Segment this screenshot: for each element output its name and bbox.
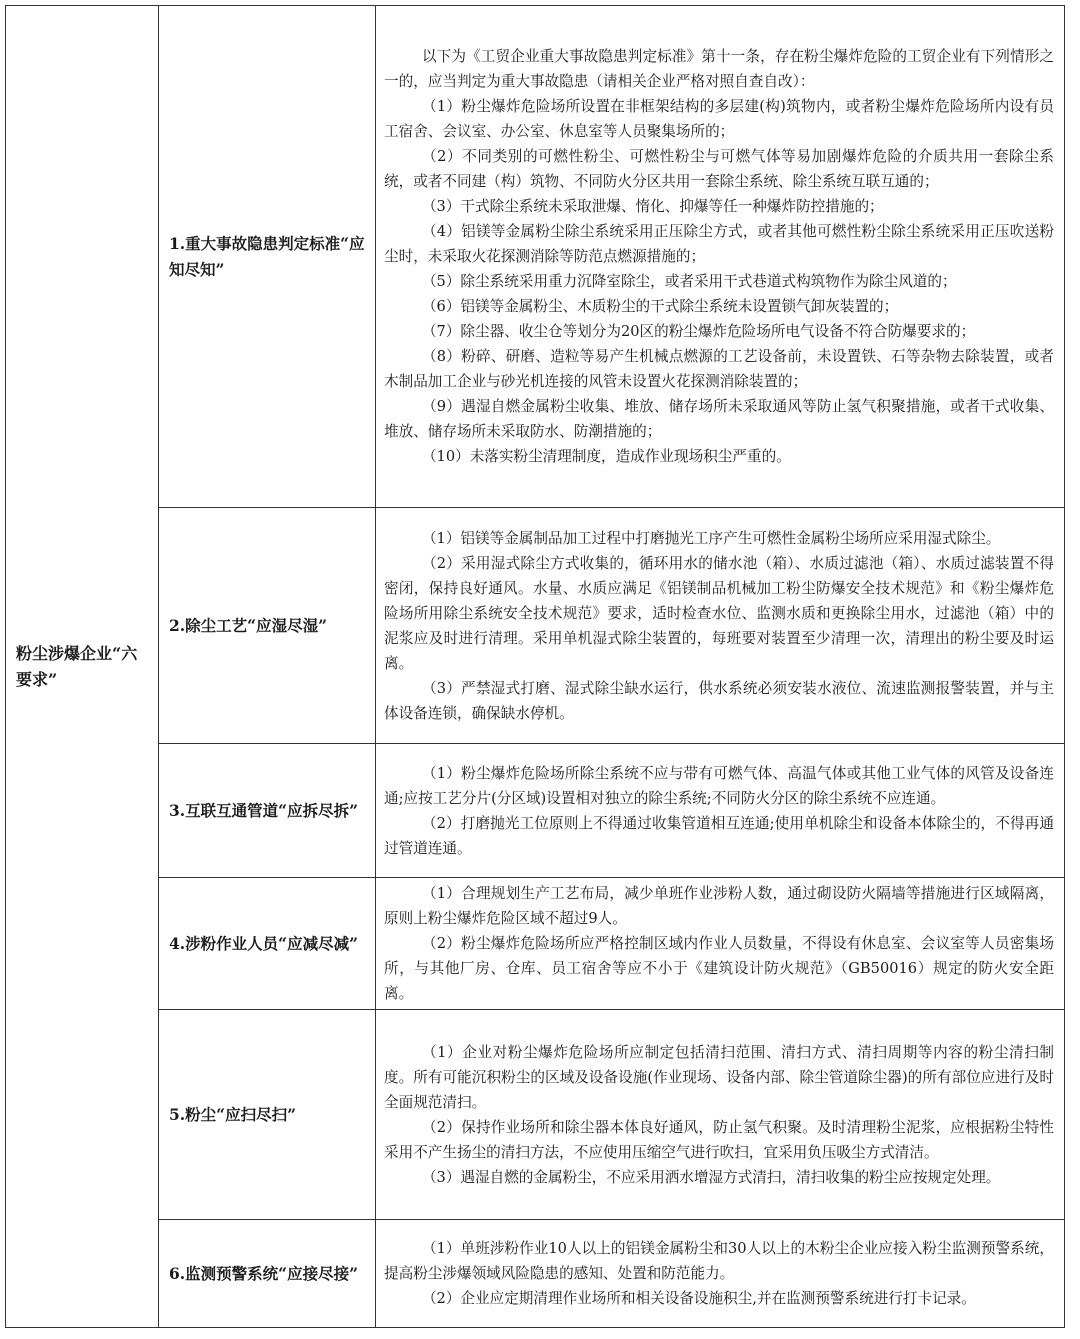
paragraph: （1）粉尘爆炸危险场所除尘系统不应与带有可燃气体、高温气体或其他工业气体的风管及设备连通;应按工艺分片(分区域)设置相对独立的除尘系统;不同防火分区的除尘系统不应连通。 [384, 764, 1054, 807]
paragraph: （1）合理规划生产工艺布局，减少单班作业涉粉人数，通过砌设防火隔墙等措施进行区域隔离，原则上粉尘爆炸危险区域不超过9人。 [384, 885, 1054, 927]
section-title: 6.监测预警系统“应接尽接” [159, 1220, 376, 1328]
paragraph: （10）未落实粉尘清理制度，造成作业现场积尘严重的。 [421, 448, 791, 465]
paragraph: （1）粉尘爆炸危险场所设置在非框架结构的多层建(构)筑物内，或者粉尘爆炸危险场所内设有员工宿舍、会议室、办公室、休息室等人员聚集场所的； [384, 98, 1054, 140]
section-content [376, 1010, 1065, 1220]
paragraph: （5）除尘系统采用重力沉降室除尘，或者采用干式巷道式构筑物作为除尘风道的； [421, 273, 957, 290]
paragraph: （9）遇湿自燃金属粉尘收集、堆放、储存场所未采取通风等防止氢气积聚措施，或者干式收集、堆放、储存场所未采取防水、防潮措施的； [384, 398, 1054, 440]
table-row [6, 6, 1065, 508]
category-cell: 粉尘涉爆企业“六要求” [6, 6, 159, 1328]
paragraph: （1）铝镁等金属制品加工过程中打磨抛光工序产生可燃性金属粉尘场所应采用湿式除尘。 [421, 529, 1001, 547]
paragraph: （3）干式除尘系统未采取泄爆、惰化、抑爆等任一种爆炸防控措施的； [421, 198, 884, 215]
paragraph: （2）企业应定期清理作业场所和相关设备设施积尘,并在监测预警系统进行打卡记录。 [421, 1290, 976, 1307]
section-content [376, 878, 1065, 1010]
section-title: 4.涉粉作业人员“应减尽减” [159, 878, 376, 1010]
table-row [6, 508, 1065, 744]
paragraph: （1）企业对粉尘爆炸危险场所应制定包括清扫范围、清扫方式、清扫周期等内容的粉尘清扫制度。所有可能沉积粉尘的区域及设备设施(作业现场、设备内部、除尘管道除尘器)的所有部位应进行及时全面规范清扫。 [384, 1043, 1054, 1111]
paragraph: （2）粉尘爆炸危险场所应严格控制区域内作业人员数量，不得设有休息室、会议室等人员密集场所，与其他厂房、仓库、员工宿舍等应不小于《建筑设计防火规范》（GB50016）规定的防火安全距离。 [384, 935, 1054, 1002]
section-title: 5.粉尘“应扫尽扫” [159, 1010, 376, 1220]
section-title: 3.互联互通管道“应拆尽拆” [159, 744, 376, 878]
table-row [6, 1220, 1065, 1328]
table-row [6, 1010, 1065, 1220]
section-content [376, 744, 1065, 878]
paragraph: （3）严禁湿式打磨、湿式除尘缺水运行，供水系统必须安装水液位、流速监测报警装置，并与主体设备连锁，确保缺水停机。 [384, 679, 1054, 722]
requirements-table [5, 5, 1065, 1328]
paragraph: （6）铝镁等金属粉尘、木质粉尘的干式除尘系统未设置锁气卸灰装置的； [421, 298, 899, 315]
paragraph: （2）保持作业场所和除尘器本体良好通风，防止氢气积聚。及时清理粉尘泥浆，应根据粉尘特性采用不产生扬尘的清扫方法，不应使用压缩空气进行吹扫，宜采用负压吸尘方式清洁。 [384, 1118, 1054, 1161]
paragraph: （2）不同类别的可燃性粉尘、可燃性粉尘与可燃气体等易加剧爆炸危险的介质共用一套除尘系统，或者不同建（构）筑物、不同防火分区共用一套除尘系统、除尘系统互联互通的； [384, 148, 1054, 190]
table-row [6, 878, 1065, 1010]
paragraph: （8）粉碎、研磨、造粒等易产生机械点燃源的工艺设备前，未设置铁、石等杂物去除装置，或者木制品加工企业与砂光机连接的风管未设置火花探测消除装置的； [384, 348, 1054, 390]
section-title: 1.重大事故隐患判定标准“应知尽知” [159, 6, 376, 508]
section-content [376, 6, 1065, 508]
paragraph: （3）遇湿自燃的金属粉尘，不应采用洒水增湿方式清扫，清扫收集的粉尘应按规定处理。 [421, 1168, 1001, 1186]
paragraph: （1）单班涉粉作业10人以上的铝镁金属粉尘和30人以上的木粉尘企业应接入粉尘监测预警系统，提高粉尘涉爆领域风险隐患的感知、处置和防范能力。 [384, 1240, 1054, 1282]
table-row [6, 744, 1065, 878]
paragraph: 以下为《工贸企业重大事故隐患判定标准》第十一条，存在粉尘爆炸危险的工贸企业有下列情形之一的，应当判定为重大事故隐患（请相关企业严格对照自查自改）： [384, 48, 1054, 90]
paragraph: （4）铝镁等金属粉尘除尘系统采用正压除尘方式，或者其他可燃性粉尘除尘系统采用正压吹送粉尘时，未采取火花探测消除等防范点燃源措施的； [384, 223, 1054, 265]
section-content [376, 1220, 1065, 1328]
section-content [376, 508, 1065, 744]
paragraph: （7）除尘器、收尘仓等划分为20区的粉尘爆炸危险场所电气设备不符合防爆要求的； [421, 323, 976, 340]
paragraph: （2）采用湿式除尘方式收集的，循环用水的储水池（箱）、水质过滤池（箱）、水质过滤装置不得密闭，保持良好通风。水量、水质应满足《铝镁制品机械加工粉尘防爆安全技术规范》和《粉尘爆炸危险场所用除尘系统安全技术规范》要求，适时检查水位、监测水质和更换除尘用水，过滤池（箱）中的泥浆应及时进行清理。采用单机湿式除尘装置的，每班要对装置至少清理一次，清理出的粉尘要及时运离。 [384, 554, 1054, 672]
section-title: 2.除尘工艺“应湿尽湿” [159, 508, 376, 744]
paragraph: （2）打磨抛光工位原则上不得通过收集管道相互连通;使用单机除尘和设备本体除尘的，不得再通过管道连通。 [384, 814, 1054, 857]
